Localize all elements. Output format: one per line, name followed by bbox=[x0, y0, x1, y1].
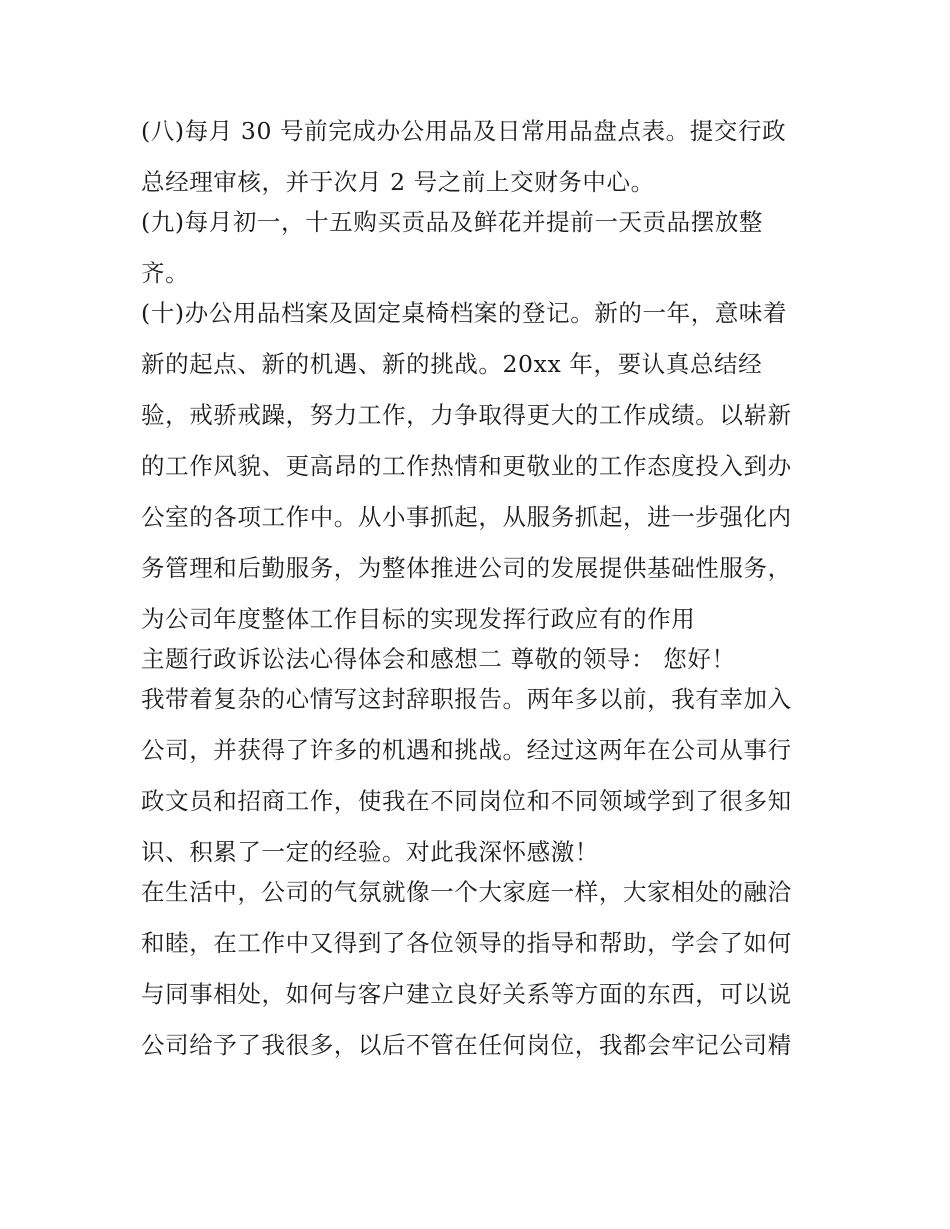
text-line: 我带着复杂的心情写这封辞职报告。两年多以前，我有幸加入 bbox=[141, 685, 792, 713]
text-line: 公司，并获得了许多的机遇和挑战。经过这两年在公司从事行 bbox=[141, 736, 792, 764]
text-line: (十)办公用品档案及固定桌椅档案的登记。新的一年，意味着 bbox=[141, 299, 788, 327]
text-line: 新的起点、新的机遇、新的挑战。20xx 年，要认真总结经 bbox=[141, 350, 763, 378]
text-line: (九)每月初一，十五购买贡品及鲜花并提前一天贡品摆放整 bbox=[141, 208, 764, 236]
text-line: 齐。 bbox=[141, 259, 190, 287]
text-line: 公室的各项工作中。从小事抓起，从服务抓起，进一步强化内 bbox=[141, 503, 792, 531]
text-line: 识、积累了一定的经验。对此我深怀感激！ bbox=[141, 838, 599, 866]
body-text bbox=[141, 109, 841, 1074]
text-line: 务管理和后勤服务，为整体推进公司的发展提供基础性服务， bbox=[141, 554, 792, 582]
text-line: 总经理审核，并于次月 2 号之前上交财务中心。 bbox=[141, 168, 655, 196]
text-line: 公司给予了我很多，以后不管在任何岗位，我都会牢记公司精 bbox=[141, 1031, 792, 1059]
text-line: 主题行政诉讼法心得体会和感想二 尊敬的领导： 您好！ bbox=[141, 645, 736, 673]
text-line: 在生活中，公司的气氛就像一个大家庭一样，大家相处的融洽 bbox=[141, 878, 792, 906]
text-line: 验，戒骄戒躁，努力工作，力争取得更大的工作成绩。以崭新 bbox=[141, 401, 792, 429]
text-line: 政文员和招商工作，使我在不同岗位和不同领域学到了很多知 bbox=[141, 787, 792, 815]
text-line: 为公司年度整体工作目标的实现发挥行政应有的作用 bbox=[141, 605, 696, 633]
text-line: 与同事相处，如何与客户建立良好关系等方面的东西，可以说 bbox=[141, 980, 792, 1008]
text-line: 的工作风貌、更高昂的工作热情和更敬业的工作态度投入到办 bbox=[141, 452, 792, 480]
text-line: (八)每月 30 号前完成办公用品及日常用品盘点表。提交行政 bbox=[141, 117, 787, 145]
text-line: 和睦，在工作中又得到了各位领导的指导和帮助，学会了如何 bbox=[141, 929, 792, 957]
